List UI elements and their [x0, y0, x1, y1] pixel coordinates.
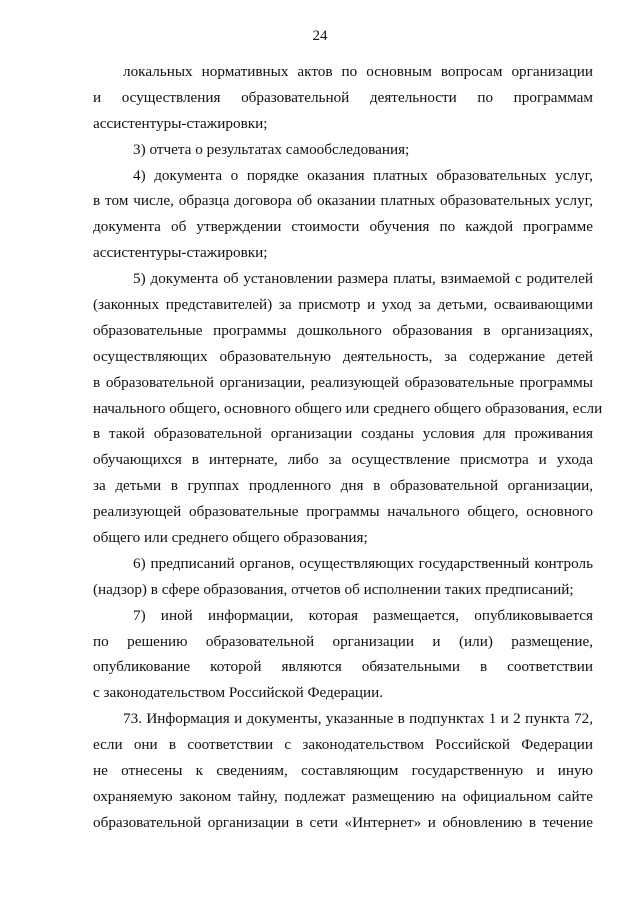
- text-line: 5) документа об установлении размера платы, взимаемой с родителей: [133, 270, 593, 288]
- text-line: в том числе, образца договора об оказании платных образовательных услуг,: [93, 192, 593, 210]
- text-line: реализующей образовательные программы начального общего, основного: [93, 503, 593, 521]
- text-line: не отнесены к сведениям, составляющим государственную и иную: [93, 762, 593, 780]
- text-line: за детьми в группах продленного дня в образовательной организации,: [93, 477, 593, 495]
- text-line: образовательные программы дошкольного образования в организациях,: [93, 321, 593, 339]
- text-line: (законных представителей) за присмотр и уход за детьми, осваивающими: [93, 296, 593, 314]
- page-number: 24: [312, 28, 328, 44]
- text-line: общего или среднего общего образования;: [93, 529, 368, 547]
- document-body: [93, 59, 603, 836]
- text-line: обучающихся в интернате, либо за осуществление присмотра и ухода: [93, 451, 593, 469]
- text-line: начального общего, основного общего или среднего общего образования, если: [93, 399, 603, 417]
- text-line: 7) иной информации, которая размещается, опубликовывается: [133, 606, 593, 624]
- text-line: образовательной организации в сети «Интернет» и обновлению в течение: [93, 813, 593, 831]
- text-line: 73. Информация и документы, указанные в подпунктах 1 и 2 пункта 72,: [123, 710, 593, 728]
- text-line: локальных нормативных актов по основным вопросам организации: [123, 63, 593, 80]
- text-line: по решению образовательной организации и (или) размещение,: [93, 632, 593, 650]
- text-line: и осуществления образовательной деятельности по программам: [93, 88, 593, 106]
- text-line: ассистентуры-стажировки;: [93, 114, 268, 132]
- text-line: ассистентуры-стажировки;: [93, 244, 268, 262]
- text-line: документа об утверждении стоимости обучения по каждой программе: [93, 218, 593, 236]
- text-line: с законодательством Российской Федерации.: [93, 684, 384, 702]
- text-line: если они в соответствии с законодательством Российской Федерации: [93, 736, 593, 754]
- text-line: 6) предписаний органов, осуществляющих государственный контроль: [133, 554, 593, 572]
- text-line: осуществляющих образовательную деятельность, за содержание детей: [93, 347, 593, 365]
- text-line: охраняемую законом тайну, подлежат размещению на официальном сайте: [93, 787, 593, 805]
- text-line: в такой образовательной организации созданы условия для проживания: [93, 425, 593, 443]
- text-line: 3) отчета о результатах самообследования;: [133, 140, 410, 158]
- text-line: (надзор) в сфере образования, отчетов об исполнении таких предписаний;: [93, 580, 574, 598]
- text-line: опубликование которой являются обязательными в соответствии: [93, 658, 593, 676]
- text-line: в образовательной организации, реализующей образовательные программы: [93, 373, 593, 391]
- text-line: 4) документа о порядке оказания платных образовательных услуг,: [133, 166, 593, 184]
